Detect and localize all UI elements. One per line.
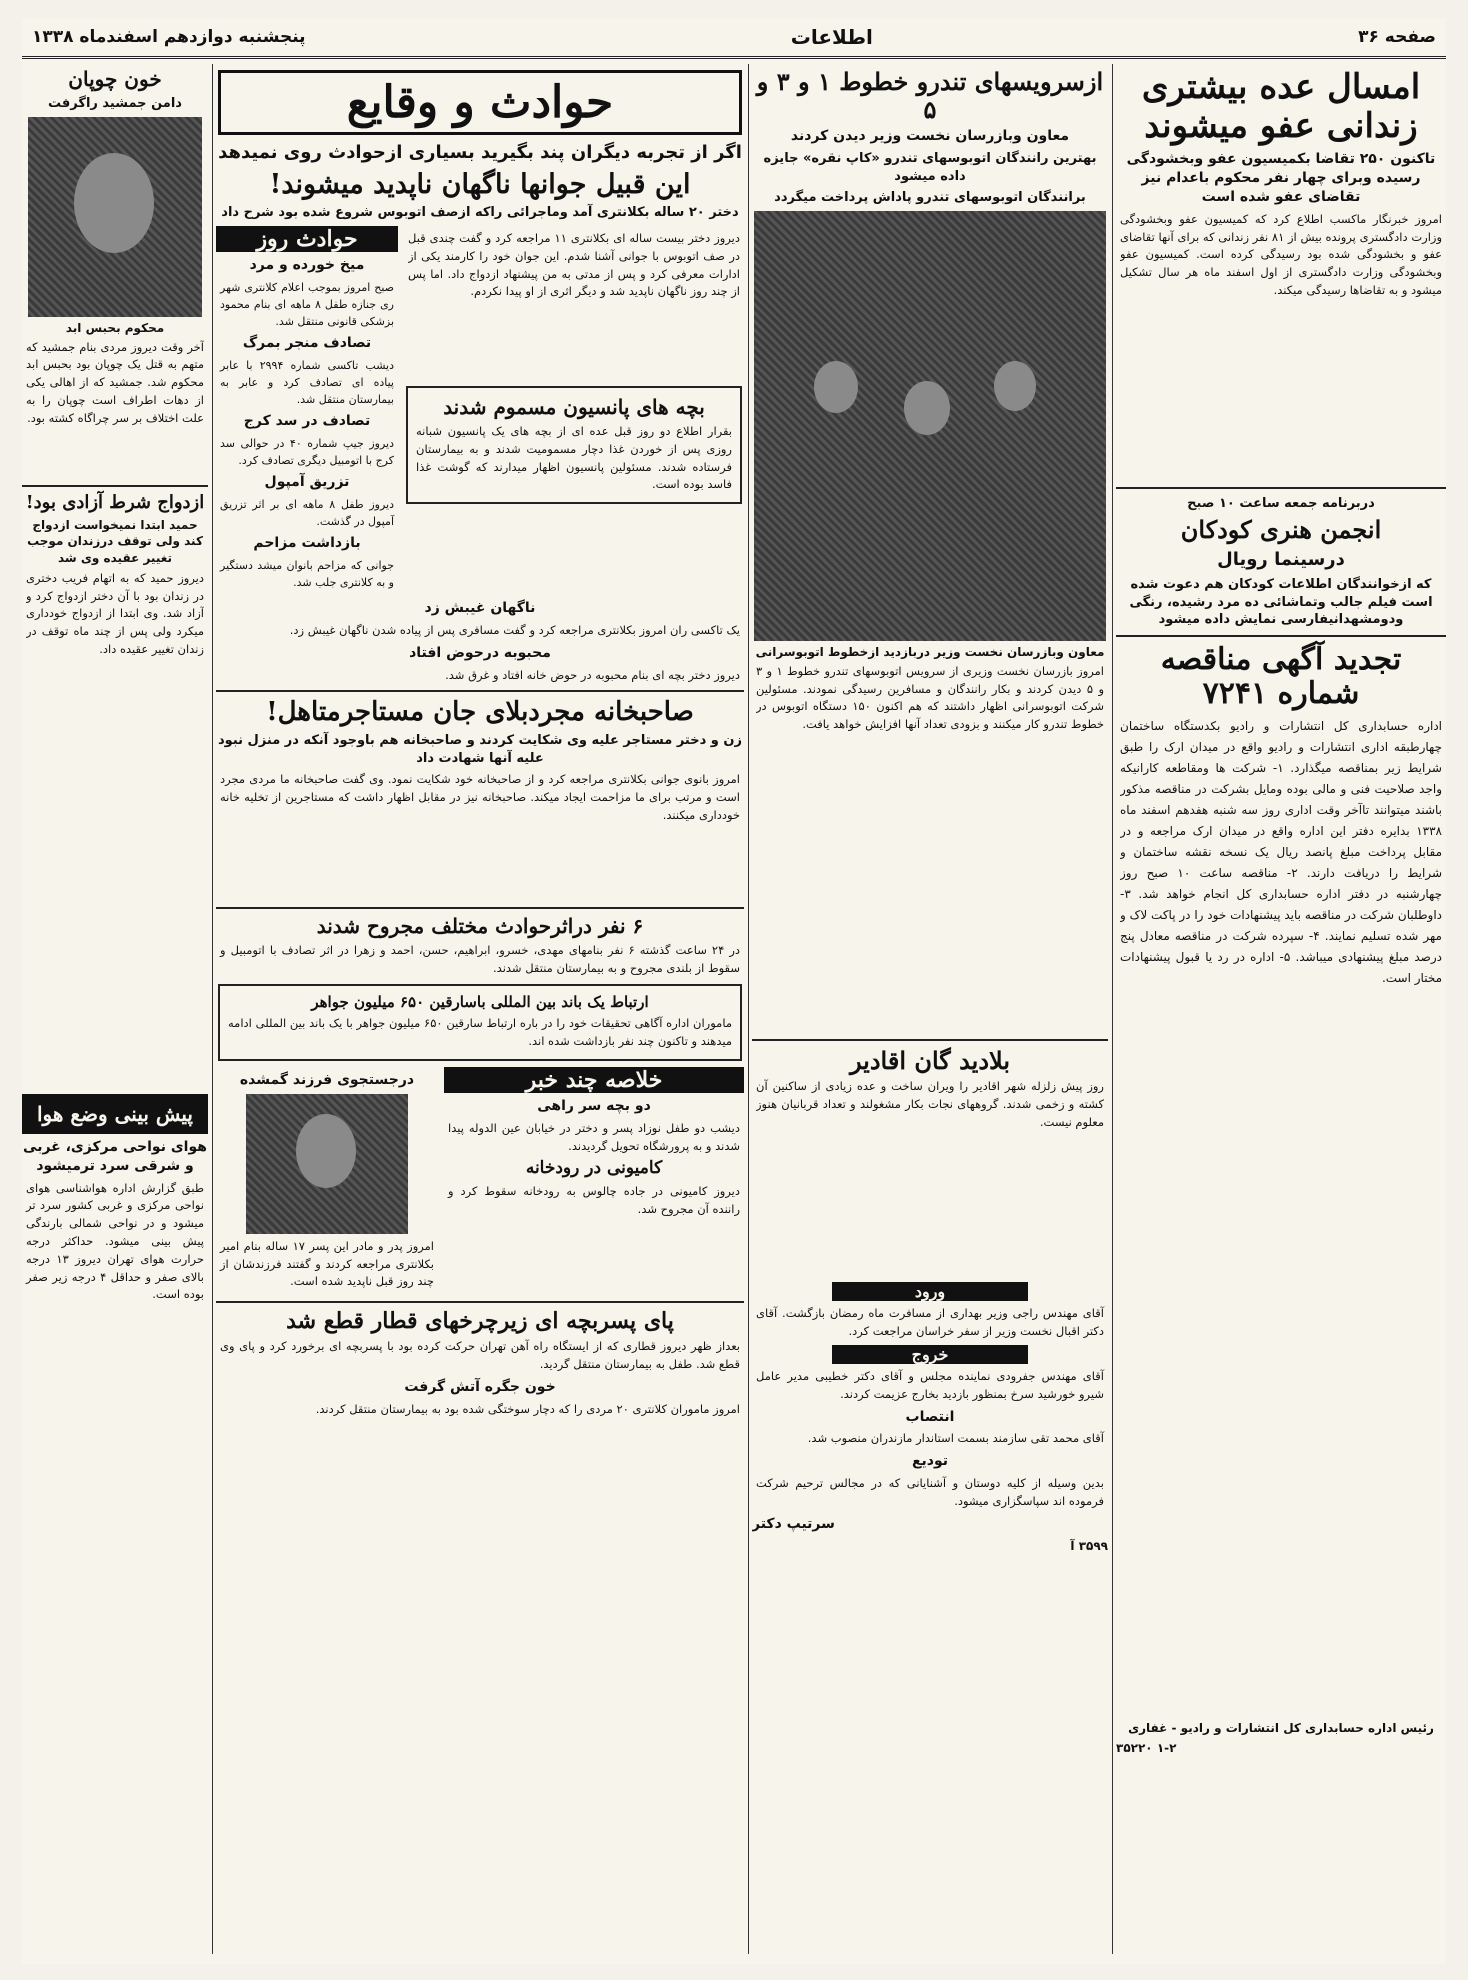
weather-banner: پیش بینی وضع هوا — [22, 1094, 208, 1134]
train-body: بعداز ظهر دیروز قطاری که از ایستگاه راه آهن تهران حرکت کرده بود با پسربچه ای برخورد کرد و پای وی قطع شد. طفل به بیمارستان منتقل گردید. — [220, 1339, 740, 1372]
departure-label: خروج — [832, 1345, 1028, 1364]
rooz-column — [216, 226, 398, 595]
appointment-body: آقای محمد تقی سازمند بسمت استاندار مازندران منصوب شد. — [807, 1431, 1104, 1446]
rooz5-title: بازداشت مزاحم — [253, 534, 361, 551]
jewel-body: ماموران اداره آگاهی تحقیقات خود را در باره ارتباط سارقین ۶۵۰ میلیون جواهر با یک باند بین المللی ادامه میدهند و تاکنون چند نفر بازداشت شده اند. — [228, 1016, 733, 1048]
page-label: صفحه ۳۶ — [1358, 27, 1436, 47]
bus-subhead: معاون وبازرسان نخست وزیر دیدن کردند — [790, 128, 1070, 145]
arrival-body: آقای مهندس راجی وزیر بهداری از مسافرت ماه رمضان بازگشت. آقای دکتر اقبال نخست وزیر از سفر خراسان مراجعت کرد. — [756, 1306, 1104, 1339]
event-body: که ازخوانندگان اطلاعات کودکان هم دعوت شده است فیلم جالب وتماشائی ده مرد رشیده، رنگی ودومشهدانیفارسی نمایش داده میشود — [1129, 577, 1433, 628]
amnesty-subhead: تاکنون ۲۵۰ تقاضا بکمیسیون عفو وبخشودگی رسیده وبرای چهار نفر محکوم باعدام نیز تقاضای عفو شده است — [1126, 151, 1436, 205]
vanish-body: یک تاکسی ران امروز بکلانتری مراجعه کرد و گفت مسافری پس از پیاده شدن ناگهان غیبش زد. — [289, 622, 740, 637]
disappear-subhead: دختر ۲۰ ساله بکلانتری آمد وماجرائی راکه ازصف اتوبوس شروع شده بود شرح داد — [221, 205, 739, 221]
weather-body: طبق گزارش اداره هواشناسی هوای نواحی مرکزی و غربی کشور سرد تر میشود و در نواحی شمالی بارندگی پیش بینی میشود. حداکثر درجه حرارت هوای تهران دیروز ۱۳ درجه بالای صفر و حداقل ۴ درجه زیر صفر بوده است. — [26, 1180, 204, 1302]
mahboub-body: دیروز دختر بچه ای بنام محبوبه در حوض خانه افتاد و غرق شد. — [445, 667, 740, 682]
marriage-subhead: حمید ابتدا نمیخواست ازدواج کند ولی توقف درزندان موجب تغییر عقیده وی شد — [27, 518, 203, 565]
person-figure — [814, 361, 858, 413]
pension-headline: بچه های پانسیون مسموم شدند — [443, 394, 705, 419]
boy-face — [296, 1114, 356, 1188]
tender-headline: تجدید آگهی مناقصه شماره ۷۲۴۱ — [1160, 641, 1402, 712]
section-banner: حوادث و وقایع — [218, 70, 742, 135]
street-body: دیشب دو طفل نوزاد پسر و دختر در خیابان عین الدوله پیدا شدند و به پرورشگاه تحویل گردیدند. — [448, 1120, 740, 1153]
jewel-box — [218, 984, 742, 1061]
divider — [216, 1301, 744, 1303]
thanks-signature: سرتیپ دکتر — [752, 1515, 835, 1532]
column-rule — [1112, 64, 1113, 1954]
events-row — [216, 226, 744, 595]
disappear-headline: این قبیل جوانها ناگهان ناپدید میشوند! — [269, 169, 691, 201]
bus-photo-caption: معاون وبازرسان نخست وزیر دربازدید ازخطوط اتوبوسرانی — [755, 644, 1105, 659]
disappear-body: دیروز دختر بیست ساله ای بکلانتری ۱۱ مراجعه کرد و گفت چندی قبل در صف اتوبوس با جوانی آشنا شدم. این جوان خود را کارمند یکی از ادارات معرفی کرد و پس از مدتی به من پیشنهاد ازدواج داد. اما پس از چند روز ناگهان ناپدید شد و دیگر اثری از او پیدا نکردم. — [408, 230, 740, 299]
bus-photo — [754, 211, 1106, 641]
agadir-body: روز پیش زلزله شهر اقادیر را ویران ساخت و عده زیادی از ساکنین آن کشته و زخمی شدند. گروههای نجات بکار مشغولند و تعداد قربانیان هنوز معلوم نیست. — [756, 1079, 1104, 1129]
agadir-headline: بلادید گان اقادیر — [849, 1045, 1011, 1075]
mahboub-title: محبوبه درحوض افتاد — [409, 644, 551, 661]
fire-body: امروز ماموران کلانتری ۲۰ مردی را که دچار سوختگی شده بود به بیمارستان منتقل کردند. — [315, 1401, 740, 1416]
fire-title: خون جگره آتش گرفت — [404, 1379, 556, 1396]
briefs-row — [216, 1067, 744, 1295]
landlord-headline: صاحبخانه مجردبلای جان مستاجرمتاهل! — [266, 697, 694, 728]
bus-body: امروز بازرسان نخست وزیری از سرویس اتوبوسهای تندرو خطوط ۱ و ۳ و ۵ دیدن کردند و بکار رانندگان و مسافرین رسیدگی نمودند. مسئولین شرکت اتوبوسرانی اظهار داشتند که هم اکنون ۱۵۰ دستگاه اتوبوس در خطوط تندرو کار میکنند و بزودی تعداد آنها افزایش خواهد یافت. — [756, 663, 1104, 732]
street-title: دو بچه سر راهی — [537, 1097, 651, 1114]
pension-body: بقرار اطلاع دو روز قبل عده ای از بچه های یک پانسیون شبانه روزی پس از خوردن غذا دچار مسمومیت شدند و به بیمارستان فرستاده شدند. مسئولین پانسیون اظهار میدارند که گوشت غذا فاسد بوده است. — [416, 423, 732, 492]
truck-body: دیروز کامیونی در جاده چالوس به رودخانه سقوط کرد و راننده آن مجروح شد. — [448, 1183, 740, 1216]
amnesty-body: امروز خبرنگار ماکسب اطلاع کرد که کمیسیون عفو وبخشودگی وزارت دادگستری پرونده بیش از ۸۱ نفر زندانی که برای آنها تقاضای عفو و بخشودگی شده بود رسیدگی کرده است. کمیسیون عفو وبخشودگی وزارت دادگستری از اول اسفند ماه هر سال تشکیل میشود و به تقاضاها رسیدگی میکند. — [1120, 211, 1442, 298]
bus-bullet-1: بهترین رانندگان اتوبوسهای تندرو «کاپ نقره» جایزه داده میشود — [763, 151, 1097, 184]
tender-body: اداره حسابداری کل انتشارات و رادیو بکدستگاه ساختمان چهارطبقه اداری انتشارات و رادیو واقع در میدان ارک را طبق شرایط زیر بمناقصه میگذارد. ۱- شرکت ها ومقاطعه کارانیکه واجد صلاحیت فنی و مالی بوده ومایل بشرکت در مناقصه مذکور باشند میتوانند تاآخر وقت اداری روز سه شنبه هفدهم اسفند ماه ۱۳۳۸ بدایره دفتر این اداره واقع در میدان ارک مراجعه و در مقابل پرداخت مبلغ پانصد ریال یک نسخه نقشه ساختمان و شرایط را دریافت دارند. ۲- مناقصه ساعت ۱۰ صبح روز چهارشنبه در دفتر اداره حسابداری کل انجام خواهد شد. ۳- داوطلبان شرکت در مناقصه باید پیشنهادات خود را در پاکت لاک و مهر شده تسلیم نمایند. ۴- سپرده شرکت در مناقصه معادل پنج درصد مبلغ پیشنهادی میباشد. ۵- اداره در رد یا قبول پیشنهادات مختار است. — [1120, 718, 1442, 985]
appointment-label: انتصاب — [905, 1408, 955, 1425]
event-venue: درسینما رویال — [1217, 549, 1345, 570]
rooz5-body: جوانی که مزاحم بانوان میشد دستگیر و به کلانتری جلب شد. — [220, 558, 394, 589]
rooz2-title: تصادف منجر بمرگ — [242, 334, 372, 351]
divider — [22, 485, 208, 487]
rooz2-body: دیشب تاکسی شماره ۲۹۹۴ با عابر پیاده ای تصادف کرد و عابر به بیمارستان منتقل شد. — [220, 358, 394, 406]
divider — [1116, 487, 1446, 489]
paper-name: اطلاعات — [790, 25, 873, 49]
shepherd-subhead: دامن جمشید راگرفت — [48, 96, 182, 111]
missing-boy-photo — [246, 1094, 408, 1234]
injured-body: در ۲۴ ساعت گذشته ۶ نفر بنامهای مهدی، خسرو، ابراهیم، حسن، احمد و زهرا در اثر تصادف با اتومبیل و سقوط از بلندی مجروح و به بیمارستان منتقل شدند. — [220, 943, 740, 976]
column-events — [216, 64, 744, 1954]
issue-date: پنجشنبه دوازدهم اسفندماه ۱۳۳۸ — [32, 27, 306, 47]
pension-box — [406, 386, 742, 504]
tender-code: ۱-۲ ۳۵۲۲۰ — [1116, 1741, 1177, 1756]
briefs-column — [444, 1067, 744, 1295]
divider — [216, 690, 744, 692]
thanks-label: تودیع — [911, 1453, 949, 1470]
rooz4-title: تزریق آمپول — [264, 473, 350, 490]
events-kicker: اگر از تجربه دیگران پند بگیرید بسیاری ازحوادث روی نمیدهد — [218, 142, 742, 163]
injured-headline: ۶ نفر دراثرحوادث مختلف مجروح شدند — [316, 914, 644, 939]
rooz3-title: تصادف در سد کرج — [243, 412, 371, 429]
event-kicker: دربرنامه جمعه ساعت ۱۰ صبح — [1187, 495, 1375, 511]
column-bus — [752, 64, 1108, 1954]
missing-column — [216, 1067, 438, 1295]
disappear-article — [404, 226, 744, 595]
column-rule — [748, 64, 749, 1954]
person-figure — [994, 361, 1036, 411]
truck-title: کامیونی در رودخانه — [525, 1158, 663, 1179]
marriage-headline: ازدواج شرط آزادی بود! — [25, 491, 205, 513]
divider — [1116, 635, 1446, 637]
tender-signature: رئیس اداره حسابداری کل انتشارات و رادیو - غفاری — [1128, 1720, 1434, 1735]
vanish-title: ناگهان غیبش زد — [424, 599, 536, 616]
convict-face — [74, 153, 154, 253]
rooz1-body: صبح امروز بموجب اعلام کلانتری شهر ری جنازه طفل ۸ ماهه ای بنام محمود بزشکی قانونی منتقل شد. — [220, 280, 394, 328]
briefs-banner: خلاصه چند خبر — [444, 1067, 744, 1093]
amnesty-headline: امسال عده بیشتری زندانی عفو میشوند — [1141, 67, 1421, 147]
newspaper-page — [22, 18, 1446, 1964]
thanks-body: بدین وسیله از کلیه دوستان و آشنایانی که در مجالس ترحیم شرکت فرموده اند سپاسگزاری میشود. — [756, 1476, 1104, 1508]
masthead — [22, 18, 1446, 59]
shepherd-headline: خون چوپان — [68, 67, 162, 91]
departure-body: آقای مهندس جفرودی نماینده مجلس و آقای دکتر خطیبی مدیر عامل شیرو خورشید سرخ بمنظور بازدید بخارج عزیمت کردند. — [756, 1368, 1104, 1401]
missing-title: درجستجوی فرزند گمشده — [239, 1071, 415, 1088]
column-rule — [212, 64, 213, 1954]
missing-body: امروز پدر و مادر این پسر ۱۷ ساله بنام امیر بکلانتری مراجعه کردند و گفتند فرزندشان از چند روز قبل ناپدید شده است. — [220, 1238, 434, 1289]
landlord-subhead: زن و دختر مستاجر علیه وی شکایت کردند و صاحبخانه هم باوجود آنکه در منزل نبود علیه آنها شهادت داد — [218, 733, 742, 766]
column-amnesty — [1116, 64, 1446, 1954]
person-figure — [904, 381, 950, 435]
train-headline: پای پسربچه ای زیرچرخهای قطار قطع شد — [286, 1308, 674, 1335]
rooz4-body: دیروز طفل ۸ ماهه ای بر اثر تزریق آمپول در گذشت. — [220, 497, 394, 528]
rooz1-title: میخ خورده و مرد — [249, 256, 365, 273]
jewel-headline: ارتباط یک باند بین المللی باسارقین ۶۵۰ میلیون جواهر — [311, 992, 649, 1011]
divider — [752, 1039, 1108, 1041]
event-title: انجمن هنری کودکان — [1180, 515, 1382, 545]
shepherd-body: آخر وقت دیروز مردی بنام جمشید که متهم به قتل یک چوپان بود بحبس ابد محکوم شد. جمشید که از اهالی یکی از دهات اطراف است چوپان را به علت اختلاف بر سر چراگاه کشته بود. — [26, 339, 204, 425]
arrival-label: ورود — [832, 1282, 1028, 1301]
marriage-body: دیروز حمید که به اتهام فریب دختری در زندان بود با آن دختر ازدواج کرد و آزاد شد. وی ابتدا از ازدواج خودداری میکرد ولی پس از چند ماه توقف در زندان تغییر عقیده داد. — [26, 570, 204, 657]
landlord-body: امروز بانوی جوانی بکلانتری مراجعه کرد و از صاحبخانه خود شکایت نمود. وی گفت صاحبخانه ما مردی مجرد است و مرتب برای ما مزاحمت ایجاد میکند. صاحبخانه نیز در مقابل اظهار داشت که مستاجرین از تخلیه خانه خودداری میکنند. — [220, 772, 740, 822]
weather-subhead: هوای نواحی مرکزی، غربی و شرقی سرد ترمیشود — [23, 1138, 207, 1174]
column-shepherd — [22, 64, 208, 1954]
convict-photo-caption: محکوم بحبس ابد — [65, 320, 165, 335]
bus-bullet-2: برانندگان اتوبوسهای تندرو پاداش پرداخت میگردد — [774, 190, 1086, 206]
convict-photo — [28, 117, 202, 317]
bus-headline: ازسرویسهای تندرو خطوط ۱ و ۳ و ۵ — [756, 67, 1104, 124]
rooz3-body: دیروز جیپ شماره ۴۰ در حوالی سد کرج با اتومبیل دیگری تصادف کرد. — [220, 436, 394, 467]
rooz-banner: حوادث روز — [216, 226, 398, 252]
thanks-code: ۳۵۹۹ آ — [1070, 1538, 1108, 1553]
divider — [216, 907, 744, 909]
